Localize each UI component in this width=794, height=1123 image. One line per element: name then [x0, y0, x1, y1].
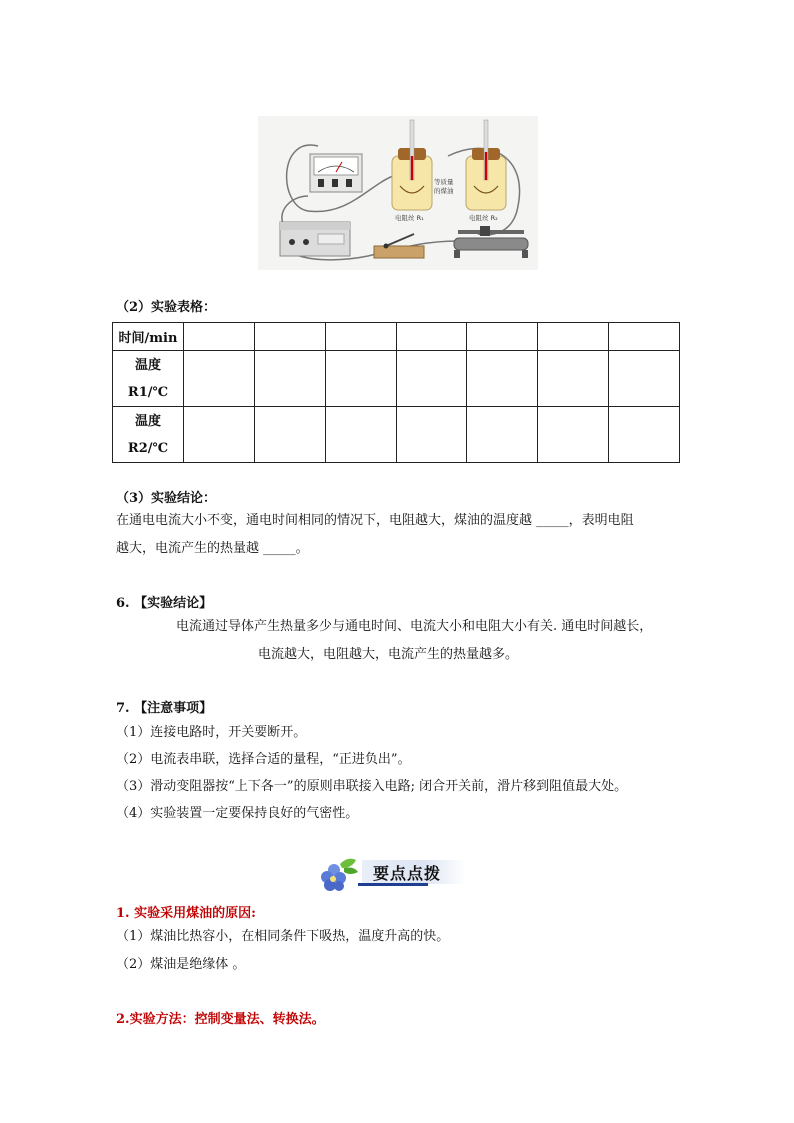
table-cell[interactable]	[396, 351, 467, 407]
table-cell[interactable]	[396, 407, 467, 463]
table-cell[interactable]	[609, 351, 680, 407]
notice-item: （4）实验装置一定要保持良好的气密性。	[116, 806, 359, 821]
section3-line2: 越大，电流产生的热量越 _____。	[116, 541, 309, 556]
power-supply-icon	[280, 222, 350, 256]
table-cell[interactable]	[325, 351, 396, 407]
banner-title: 要点点拨	[373, 864, 442, 883]
section3-heading: （3）实验结论：	[116, 491, 217, 506]
section3-line1: 在通电电流大小不变，通电时间相同的情况下，电阻越大，煤油的温度越 _____，表明电阻	[116, 513, 634, 528]
row-label-r2-line1: 温度	[134, 413, 161, 429]
label-oil-2: 的煤油	[434, 187, 454, 195]
table-cell[interactable]	[254, 323, 325, 351]
table-cell[interactable]	[467, 323, 538, 351]
apparatus-illustration	[258, 116, 538, 270]
apparatus-figure	[258, 116, 538, 270]
point1-item: （1）煤油比热容小，在相同条件下吸热，温度升高的快。	[116, 929, 450, 944]
table-cell[interactable]	[254, 407, 325, 463]
ammeter-icon	[310, 154, 362, 192]
table-cell[interactable]	[467, 351, 538, 407]
table-cell[interactable]	[396, 323, 467, 351]
notice-item: （2）电流表串联，选择合适的量程，“正进负出”。	[116, 752, 411, 767]
section7-heading: 7. 【注意事项】	[116, 701, 213, 716]
row-label-r2-line2: R2/℃	[127, 440, 169, 456]
table-row-r1	[113, 351, 680, 407]
table-cell[interactable]	[538, 407, 609, 463]
row-label-time: 时间/min	[113, 323, 184, 351]
table-cell[interactable]	[184, 407, 255, 463]
section6-line1: 电流通过导体产生热量多少与通电时间、电流大小和电阻大小有关. 通电时间越长，	[176, 619, 653, 634]
point1-item: （2）煤油是绝缘体 。	[116, 957, 246, 972]
table-cell[interactable]	[538, 323, 609, 351]
section6-line2: 电流越大，电阻越大，电流产生的热量越多。	[258, 647, 519, 662]
table-cell[interactable]	[609, 407, 680, 463]
point2-heading: 2.实验方法：控制变量法、转换法。	[116, 1012, 325, 1027]
notice-item: （1）连接电路时，开关要断开。	[116, 725, 307, 740]
table-cell[interactable]	[254, 351, 325, 407]
section2-heading: （2）实验表格：	[116, 300, 217, 315]
notice-item: （3）滑动变阻器按“上下各一”的原则串联接入电路; 闭合开关前，滑片移到阻值最大处。	[116, 779, 628, 794]
table-row-time	[113, 323, 680, 351]
flower-icon	[318, 856, 362, 892]
table-cell[interactable]	[609, 323, 680, 351]
row-label-r1-line1: 温度	[134, 357, 161, 373]
label-oil-1: 等质量	[434, 178, 454, 186]
row-label-r2	[113, 407, 184, 463]
table-cell[interactable]	[325, 407, 396, 463]
table-row-r2	[113, 407, 680, 463]
label-r2: 电阻丝 R₂	[469, 214, 498, 222]
section-banner	[318, 856, 468, 892]
label-r1: 电阻丝 R₁	[395, 214, 424, 222]
table-cell[interactable]	[467, 407, 538, 463]
point1-heading: 1. 实验采用煤油的原因:	[116, 906, 256, 921]
row-label-r1-line2: R1/℃	[127, 384, 169, 400]
experiment-table	[112, 322, 680, 463]
table-cell[interactable]	[184, 323, 255, 351]
table-cell[interactable]	[325, 323, 396, 351]
section6-heading: 6. 【实验结论】	[116, 596, 213, 611]
row-label-r1	[113, 351, 184, 407]
table-cell[interactable]	[538, 351, 609, 407]
table-cell[interactable]	[184, 351, 255, 407]
